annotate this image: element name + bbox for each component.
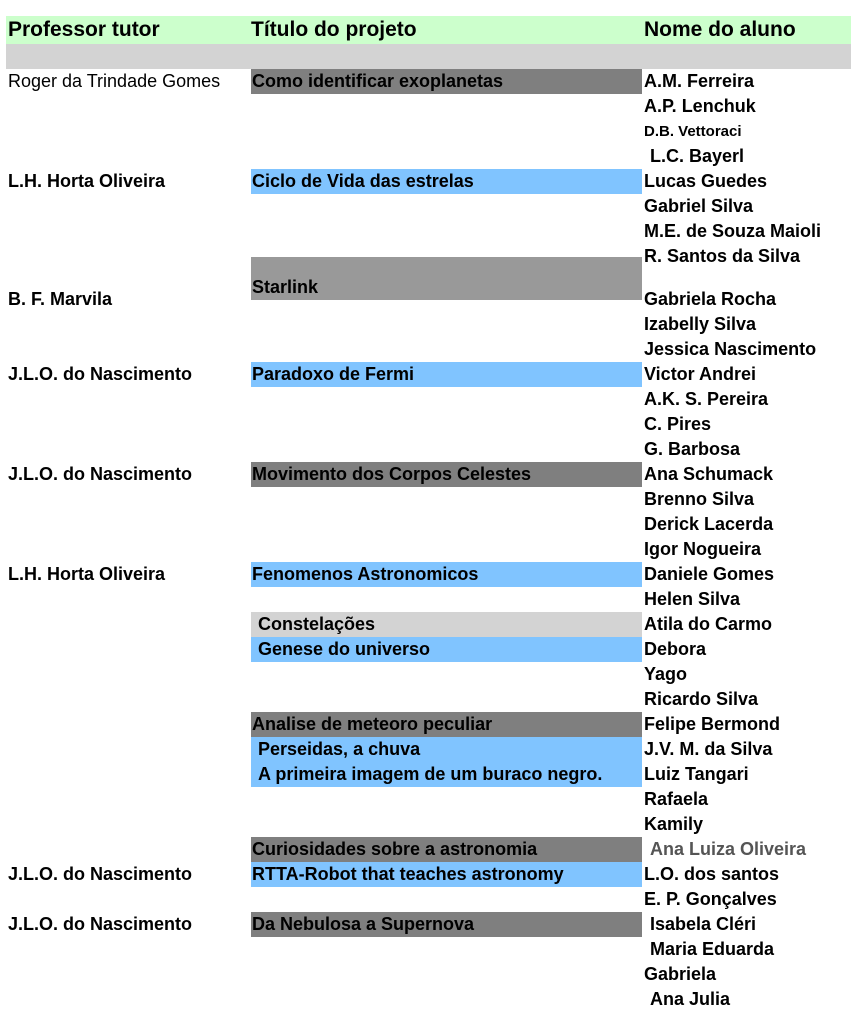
header-student: Nome do aluno: [644, 18, 796, 41]
student-name: Maria Eduarda: [650, 938, 775, 959]
tutor-name: J.L.O. do Nascimento: [8, 913, 193, 934]
student-name: Ricardo Silva: [644, 688, 759, 709]
student-name: J.V. M. da Silva: [644, 738, 773, 759]
tutor-name: J.L.O. do Nascimento: [8, 363, 193, 384]
header-title: Título do projeto: [251, 18, 417, 41]
project-title: Curiosidades sobre a astronomia: [251, 837, 642, 862]
student-name: L.C. Bayerl: [650, 146, 745, 166]
student-name: R. Santos da Silva: [644, 246, 801, 266]
project-title: Da Nebulosa a Supernova: [251, 912, 642, 937]
student-name: A.P. Lenchuk: [644, 96, 756, 116]
student-name: Daniele Gomes: [644, 563, 775, 584]
student-name: Lucas Guedes: [644, 171, 768, 191]
student-name: Victor Andrei: [644, 363, 757, 384]
project-title: Fenomenos Astronomicos: [251, 562, 642, 587]
student-name: Luiz Tangari: [644, 763, 749, 784]
project-title: Ciclo de Vida das estrelas: [251, 169, 642, 194]
project-title: RTTA-Robot that teaches astronomy: [251, 862, 642, 887]
tutor-name: J.L.O. do Nascimento: [8, 463, 193, 484]
student-name: Jessica Nascimento: [644, 338, 817, 359]
tutor-name: L.H. Horta Oliveira: [8, 171, 166, 191]
student-name: Ana Schumack: [644, 463, 774, 484]
tutor-name: Roger da Trindade Gomes: [8, 71, 221, 91]
project-title: Starlink: [251, 257, 642, 301]
project-title: Analise de meteoro peculiar: [251, 712, 642, 737]
student-name: Derick Lacerda: [644, 513, 774, 534]
project-title: Genese do universo: [251, 637, 642, 662]
project-title: Perseidas, a chuva: [251, 737, 642, 762]
student-name: Isabela Cléri: [650, 913, 757, 934]
student-name: Yago: [644, 663, 688, 684]
student-name: Gabriela: [644, 963, 717, 984]
student-name: E. P. Gonçalves: [644, 888, 777, 909]
student-name: C. Pires: [644, 413, 712, 434]
project-title: A primeira imagem de um buraco negro.: [251, 762, 642, 787]
student-name: L.O. dos santos: [644, 863, 780, 884]
student-name: Brenno Silva: [644, 488, 755, 509]
header-tutor: Professor tutor: [8, 18, 160, 41]
student-name: Gabriel Silva: [644, 196, 754, 216]
student-name: G. Barbosa: [644, 438, 741, 459]
tutor-name: B. F. Marvila: [8, 288, 113, 309]
project-title: Constelações: [251, 612, 642, 637]
student-name: Helen Silva: [644, 588, 741, 609]
student-name: Izabelly Silva: [644, 313, 757, 334]
tutor-name: L.H. Horta Oliveira: [8, 563, 166, 584]
student-name: Ana Julia: [650, 988, 731, 1009]
student-name: M.E. de Souza Maioli: [644, 221, 822, 241]
student-name: Gabriela Rocha: [644, 288, 777, 309]
student-name: A.K. S. Pereira: [644, 388, 769, 409]
student-name: Debora: [644, 638, 707, 659]
header-row: [6, 16, 851, 44]
separator-band: [6, 44, 851, 69]
student-name: Ana Luiza Oliveira: [650, 838, 807, 859]
student-name: A.M. Ferreira: [644, 71, 755, 91]
project-title: Paradoxo de Fermi: [251, 362, 642, 387]
student-name: Rafaela: [644, 788, 709, 809]
student-name: Kamily: [644, 813, 704, 834]
student-name: D.B. Vettoraci: [644, 123, 742, 140]
student-name: Felipe Bermond: [644, 713, 781, 734]
student-name: Atila do Carmo: [644, 613, 773, 634]
project-title: Movimento dos Corpos Celestes: [251, 462, 642, 487]
project-title: Como identificar exoplanetas: [251, 69, 642, 94]
tutor-name: J.L.O. do Nascimento: [8, 863, 193, 884]
student-name: Igor Nogueira: [644, 538, 762, 559]
